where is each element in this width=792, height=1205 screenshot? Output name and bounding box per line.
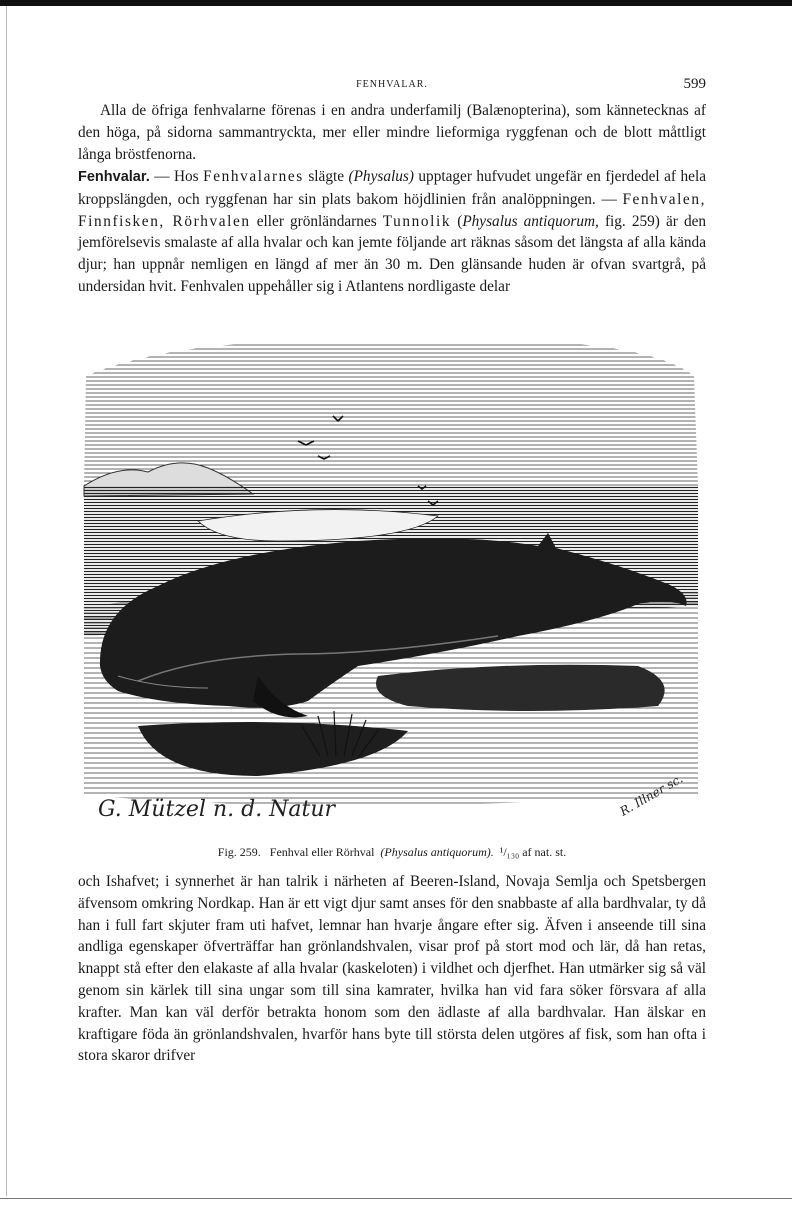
text-run: slägte: [303, 168, 349, 185]
section-heading: Fenhvalar.: [78, 169, 150, 185]
species-name: Physalus antiquorum,: [462, 212, 599, 230]
paragraph-text: Alla de öfriga fenhvalarne förenas i en andra underfamilj (Balænopterina), som kännetecknas af den höga, på sidorna sammantryckta, mer eller mindre lieformiga ryggfenan och de blott måttligt långa bröstfenorna.: [78, 102, 706, 163]
signature-right: R. Illner sc.: [617, 771, 686, 819]
caption-label: Fig. 259.: [217, 845, 261, 859]
genus-word: Fenhvalarnes: [203, 168, 304, 185]
text-run: fig. 259) är den jemförelsevis smalaste af alla hvalar och kan jemte följande art räknas såsom det längsta af alla kända djur; han uppnår nemligen en längd af mer än 30 m. Den glänsande huden är ofvan svartgrå, på undersidan hvit. Fenhvalen uppehåller sig i Atlantens nordligaste delar: [78, 212, 707, 295]
paragraph-text: och Ishafvet; i synnerhet är han talrik i närheten af Beeren-Island, Novaja Semlja och Spetsbergen äfvensom omkring Nordkap. Han är ett vigt djur samt anses för den snabbaste af alla bardhvalar, ty då han i full fart skjuter fram uti hafvet, lemnar han hvarje ångare efter sig. Äfven i anseende till sina andliga egenskaper öfverträffar han grönlandshvalen, visar prof på stort mod och lär, då han retas, knappt stå efter den elakaste af alla hvalar (kaskeloten) i vildhet och djerfhet. Han utmärker sig så väl genom sin kärlek till sina ungar som till sina kamrater, hvilka han vid fara söker försvara af alla krafter. Man kan väl derför betrakta honom som den ädlaste af alla bardhvalar. Han älskar en kraftigare föda än grönlandshvalen, hvarför hans byte till största delen utgöres af fisk, som han ofta i stora skaror drifver: [78, 873, 706, 1065]
text-run: eller grönländarnes: [250, 212, 383, 230]
text-run: — Hos: [149, 168, 204, 185]
paragraph-subfamily: [78, 100, 706, 165]
caption-text: Fenhval eller Rörhval: [269, 845, 375, 859]
paragraph-habitat: [78, 871, 706, 1067]
caption-species: (Physalus antiquorum).: [380, 845, 494, 859]
signature-left: G. Mützel n. d. Natur: [98, 797, 336, 822]
text-run: upptager hufvudet ungefär en fjerdedel af hela kroppslängden, och ryggfenan har sin plats bakom höjdlinien från analöppningen. —: [78, 168, 706, 208]
bottom-border: [0, 1198, 792, 1199]
wet-sand: [376, 665, 665, 711]
text-run: (: [451, 212, 463, 230]
page-header: [78, 76, 706, 94]
figure-caption: [78, 845, 706, 860]
tunnolik-name: Tunnolik: [382, 212, 452, 230]
common-names: Fenhvalen, Finnfisken, Rörhvalen: [78, 190, 706, 230]
top-border: [0, 0, 792, 6]
paragraph-fenhvalar: [78, 166, 706, 298]
left-border: [6, 6, 7, 1196]
engraving: [78, 336, 706, 836]
page-number: 599: [683, 76, 706, 92]
caption-scale: ¹/₁₃₀ af nat. st.: [499, 845, 567, 859]
running-head: FENHVALAR.: [356, 79, 428, 90]
genus-name: (Physalus): [348, 168, 414, 185]
whale-illustration: [78, 336, 706, 836]
